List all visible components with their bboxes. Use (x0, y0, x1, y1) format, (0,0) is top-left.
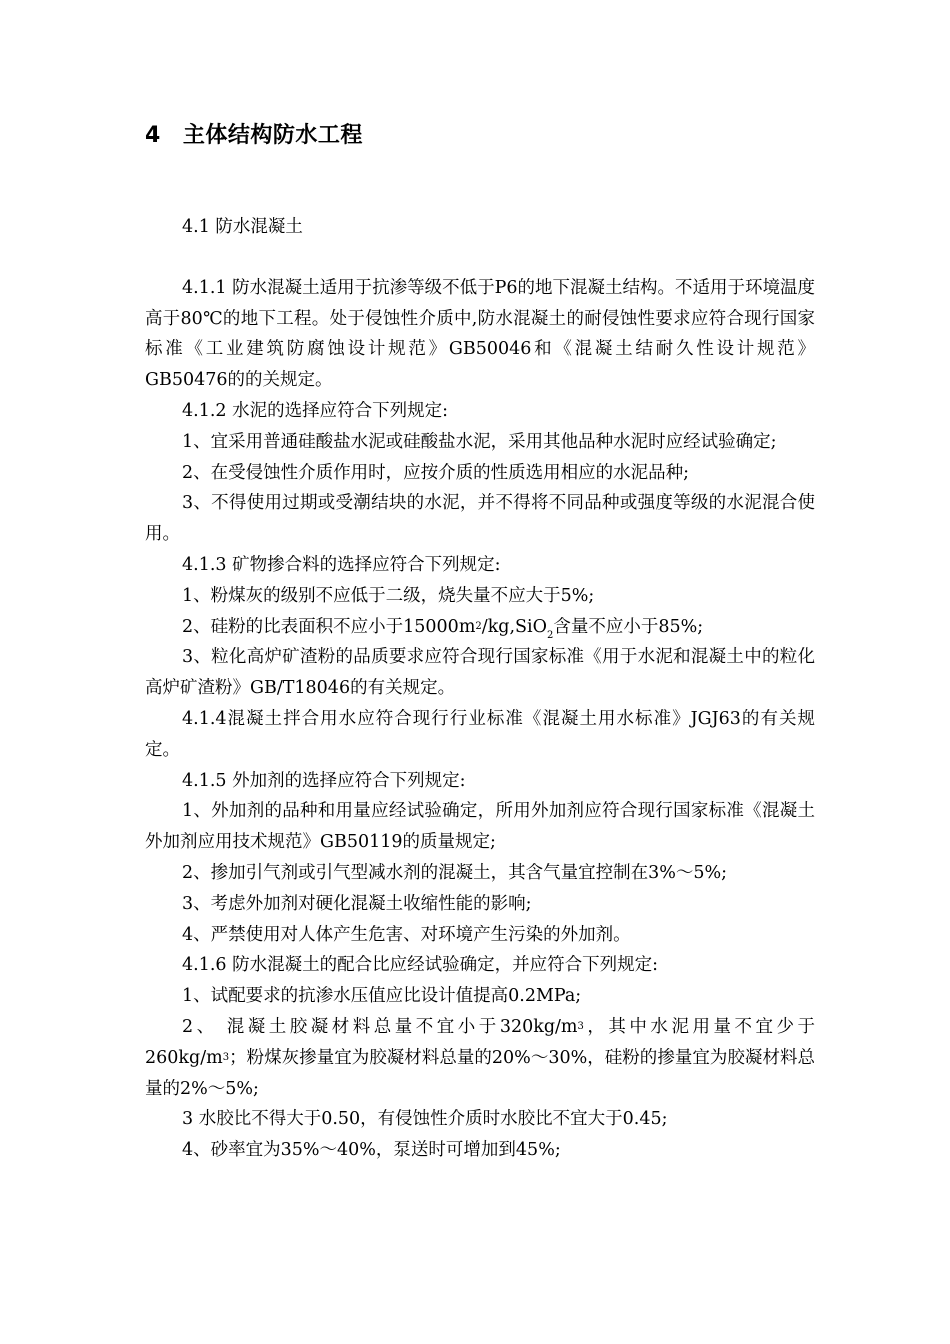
unit-superscript: 2 (475, 620, 482, 632)
unit-base: m (560, 1016, 578, 1037)
unit-base: m (458, 616, 476, 637)
text-span: 2、 混凝土胶凝材料总量不宜小于320kg/ (182, 1016, 561, 1037)
clause-4-1-2-item-3: 3、不得使用过期或受潮结块的水泥，并不得将不同品种或强度等级的水泥混合使用。 (145, 493, 815, 545)
clause-4-1-5-item-3: 3、考虑外加剂对硬化混凝土收缩性能的影响; (182, 893, 532, 914)
clause-4-1-6-item-4: 4、砂率宜为35%～40%，泵送时可增加到45%; (182, 1140, 561, 1161)
clause-4-1-6-item-3: 3 水胶比不得大于0.50，有侵蚀性介质时水胶比不宜大于0.45; (182, 1109, 668, 1130)
clause-4-1-5: 4.1.5 外加剂的选择应符合下列规定: (182, 770, 466, 791)
clause-4-1-2-item-1: 1、宜采用普通硅酸盐水泥或硅酸盐水泥，采用其他品种水泥时应经试验确定; (182, 431, 777, 452)
text-span: 含量不应小于85%; (553, 616, 704, 637)
clause-4-1-6-item-2 (145, 1012, 815, 1104)
unit-superscript: 3 (577, 1020, 584, 1032)
clause-4-1-4: 4.1.4混凝土拌合用水应符合现行行业标准《混凝土用水标准》JGJ63的有关规定。 (145, 708, 815, 760)
chapter-title-text: 主体结构防水工程 (182, 123, 363, 148)
clause-4-1-3-item-2 (145, 612, 815, 643)
clause-4-1-5-item-4: 4、严禁使用对人体产生危害、对环境产生污染的外加剂。 (182, 924, 631, 945)
chapter-title (145, 118, 363, 149)
clause-4-1-3-item-1: 1、粉煤灰的级别不应低于二级，烧失量不应大于5%; (182, 585, 595, 606)
clause-4-1-5-item-2: 2、掺加引气剂或引气型减水剂的混凝土，其含气量宜控制在3%～5%; (182, 862, 728, 883)
unit-base: m (206, 1047, 223, 1068)
unit-superscript: 3 (222, 1051, 230, 1063)
clause-4-1-2-item-2: 2、在受侵蚀性介质作用时，应按介质的性质选用相应的水泥品种; (182, 462, 690, 483)
clause-4-1-3-item-3: 3、粒化高炉矿渣粉的品质要求应符合现行国家标准《用于水泥和混凝土中的粒化高炉矿渣粉》GB/T18046的有关规定。 (145, 647, 815, 699)
clause-4-1-6: 4.1.6 防水混凝土的配合比应经试验确定，并应符合下列规定: (182, 955, 658, 976)
clause-4-1-1: 4.1.1 防水混凝土适用于抗渗等级不低于P6的地下混凝土结构。不适用于环境温度高于80℃的地下工程。处于侵蚀性介质中,防水混凝土的耐侵蚀性要求应符合现行国家标准《工业建筑防腐蚀设计规范》GB50046和《混凝土结耐久性设计规范》GB50476的的关规定。 (145, 277, 815, 391)
subscript: 2 (547, 629, 554, 641)
text-span: ；粉煤灰掺量宜为胶凝材料总量的20%～30%，硅粉的掺量宜为胶凝材料总量的2%～5%; (145, 1047, 815, 1099)
document-body (145, 212, 815, 1166)
chapter-number: 4 (145, 123, 161, 148)
text-span: ，其中水泥用量不宜少于260kg/ (145, 1016, 815, 1068)
text-span: /kg,SiO (481, 616, 547, 637)
clause-4-1-6-item-1: 1、试配要求的抗渗水压值应比设计值提高0.2MPa; (182, 986, 582, 1007)
text-span: 2、硅粉的比表面积不应小于15000 (182, 616, 459, 637)
section-heading: 4.1 防水混凝土 (182, 217, 303, 237)
clause-4-1-5-item-1: 1、外加剂的品种和用量应经试验确定，所用外加剂应符合现行国家标准《混凝土外加剂应用技术规范》GB50119的质量规定; (145, 801, 815, 853)
clause-4-1-2: 4.1.2 水泥的选择应符合下列规定: (182, 400, 448, 421)
clause-4-1-3: 4.1.3 矿物掺合料的选择应符合下列规定: (182, 554, 501, 575)
